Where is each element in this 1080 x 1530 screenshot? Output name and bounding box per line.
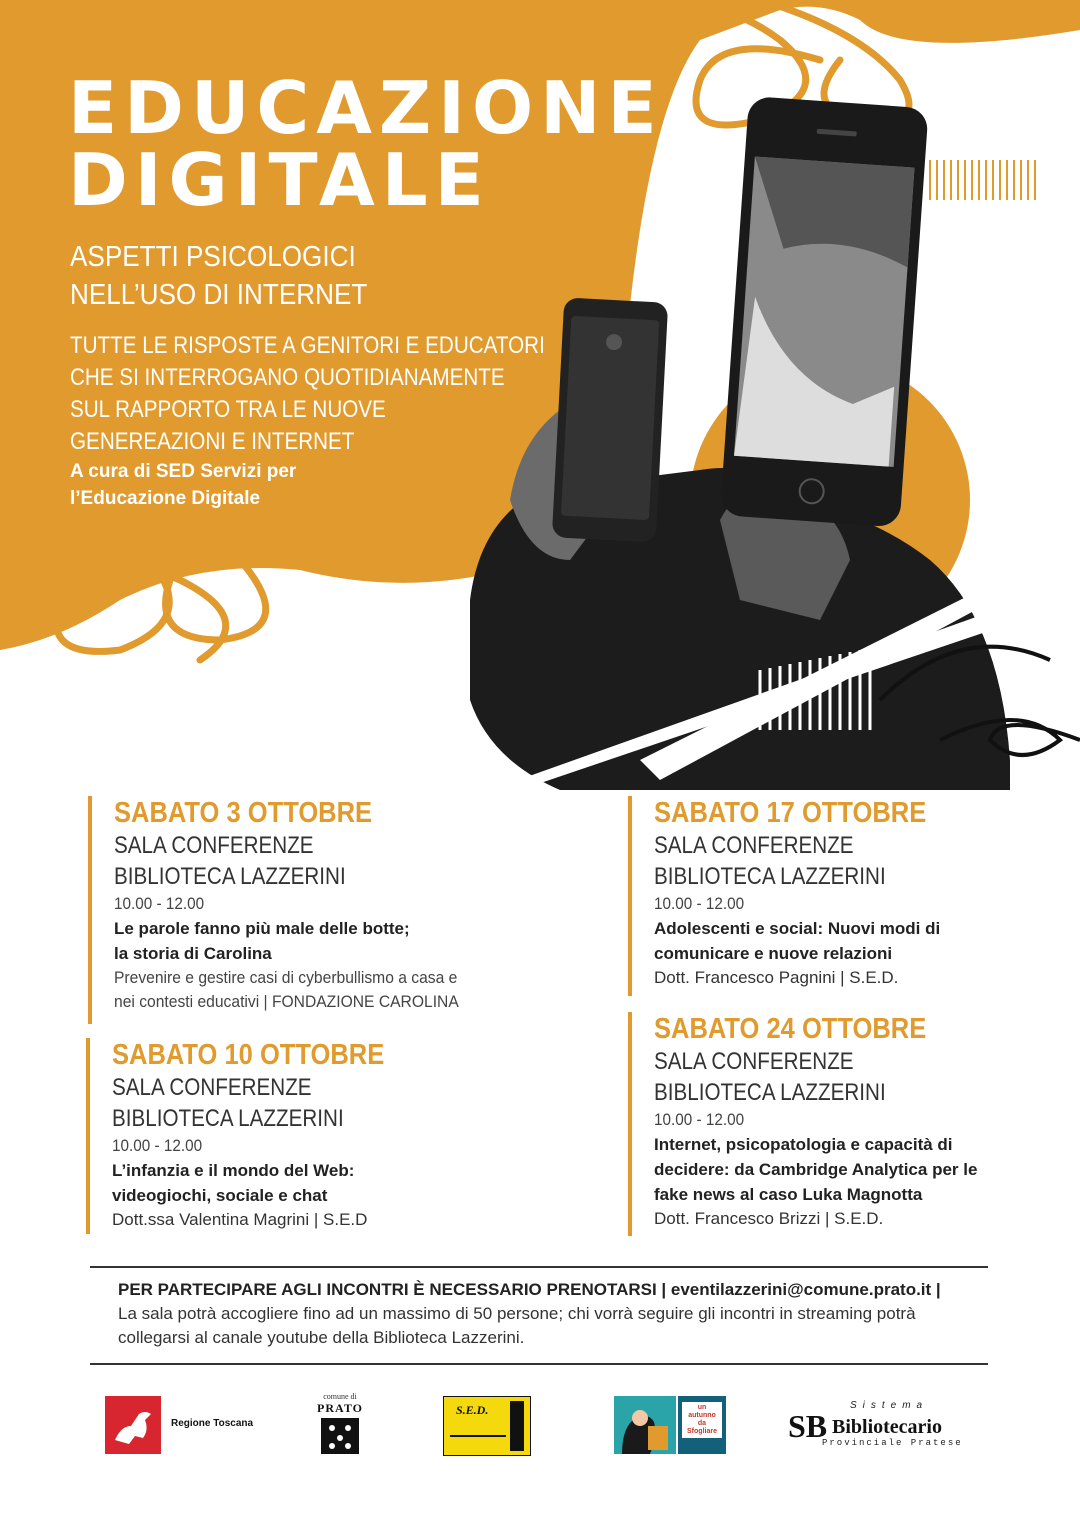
regione-label: Regione Toscana bbox=[171, 1418, 254, 1429]
logo-comune-prato bbox=[312, 1392, 368, 1456]
event-venue-line-2: BIBLIOTECA LAZZERINI bbox=[654, 863, 886, 890]
event-time: 10.00 - 12.00 bbox=[112, 1136, 203, 1155]
event-desc-line-1: Prevenire e gestire casi di cyberbullismo a casa e bbox=[114, 968, 458, 987]
event-topic-line-3: fake news al caso Luka Magnotta bbox=[654, 1185, 923, 1204]
booking-info bbox=[118, 1278, 988, 1350]
sistema-top-label: Sistema bbox=[850, 1400, 929, 1411]
logo-autunno bbox=[614, 1396, 726, 1454]
logo-sed bbox=[443, 1396, 531, 1456]
event-topic-line-2: decidere: da Cambridge Analytica per le bbox=[654, 1160, 978, 1179]
event-speaker: Dott.ssa Valentina Magrini | S.E.D bbox=[112, 1210, 368, 1229]
booking-note: La sala potrà accogliere fino ad un massimo di 50 persone; chi vorrà seguire gli incontri in streaming potrà collegarsi al canale youtube della Biblioteca Lazzerini. bbox=[118, 1304, 916, 1347]
sed-bar-icon bbox=[510, 1401, 524, 1451]
event-speaker: Dott. Francesco Brizzi | S.E.D. bbox=[654, 1209, 884, 1228]
event-card bbox=[628, 796, 963, 996]
divider bbox=[90, 1266, 988, 1268]
autunno-line-2: da Sfogliare bbox=[687, 1420, 717, 1435]
intro-text: TUTTE LE RISPOSTE A GENITORI E EDUCATORI CHE SI INTERROGANO QUOTIDIANAMENTE SUL RAPPORTO TRA LE NUOVE GENEREAZIONI E INTERNET bbox=[70, 332, 545, 455]
divider bbox=[90, 1363, 988, 1365]
logo-regione-toscana bbox=[105, 1396, 265, 1454]
curator-text bbox=[70, 458, 296, 512]
curator-line-2: l’Educazione Digitale bbox=[70, 488, 261, 509]
event-card bbox=[88, 796, 489, 1024]
event-topic-line-1: Adolescenti e social: Nuovi modi di bbox=[654, 919, 941, 938]
event-date: SABATO 24 OTTOBRE bbox=[654, 1013, 927, 1045]
page-title bbox=[68, 66, 664, 222]
sed-underline bbox=[450, 1435, 506, 1437]
event-card bbox=[86, 1038, 421, 1234]
event-topic-line-2: videogiochi, sociale e chat bbox=[112, 1186, 328, 1205]
event-venue-line-1: SALA CONFERENZE bbox=[654, 1048, 854, 1075]
curator-line-1: A cura di SED Servizi per bbox=[70, 461, 297, 482]
pegasus-icon bbox=[105, 1396, 161, 1454]
sistema-bottom-label: Provinciale Pratese bbox=[822, 1438, 963, 1448]
event-topic-line-1: Internet, psicopatologia e capacità di bbox=[654, 1135, 953, 1154]
stripe-pattern-top bbox=[930, 160, 1035, 200]
autunno-badge bbox=[682, 1402, 722, 1438]
event-venue-line-2: BIBLIOTECA LAZZERINI bbox=[112, 1105, 344, 1132]
autunno-panel bbox=[678, 1396, 726, 1454]
event-venue-line-1: SALA CONFERENZE bbox=[114, 832, 314, 859]
event-date: SABATO 17 OTTOBRE bbox=[654, 797, 927, 829]
event-speaker: Dott. Francesco Pagnini | S.E.D. bbox=[654, 968, 899, 987]
event-time: 10.00 - 12.00 bbox=[654, 1110, 745, 1129]
title-line-2: DIGITALE bbox=[68, 138, 491, 222]
event-topic-line-1: L’infanzia e il mondo del Web: bbox=[112, 1161, 355, 1180]
sistema-main-label: Bibliotecario bbox=[832, 1416, 942, 1438]
event-venue-line-1: SALA CONFERENZE bbox=[654, 832, 854, 859]
event-card bbox=[628, 1012, 977, 1236]
sb-monogram-icon: SB bbox=[788, 1408, 828, 1444]
reader-illustration-icon bbox=[614, 1396, 676, 1454]
prato-name: PRATO bbox=[317, 1401, 363, 1415]
event-topic-line-2: la storia di Carolina bbox=[114, 944, 272, 963]
subtitle-line-2: NELL’USO DI INTERNET bbox=[70, 279, 368, 311]
event-topic-line-1: Le parole fanno più male delle botte; bbox=[114, 919, 410, 938]
event-venue-line-2: BIBLIOTECA LAZZERINI bbox=[654, 1079, 886, 1106]
event-venue-line-2: BIBLIOTECA LAZZERINI bbox=[114, 863, 346, 890]
prato-small-label: comune di bbox=[323, 1392, 357, 1401]
large-phone bbox=[720, 96, 929, 528]
small-phone bbox=[552, 297, 668, 542]
booking-headline: PER PARTECIPARE AGLI INCONTRI È NECESSARIO PRENOTARSI | eventilazzerini@comune.prato.it | bbox=[118, 1280, 941, 1299]
event-date: SABATO 3 OTTOBRE bbox=[114, 797, 373, 829]
event-time: 10.00 - 12.00 bbox=[114, 894, 205, 913]
event-venue-line-1: SALA CONFERENZE bbox=[112, 1074, 312, 1101]
subtitle-line-1: ASPETTI PSICOLOGICI bbox=[70, 241, 356, 273]
autunno-line-1: un autunno bbox=[688, 1404, 716, 1419]
subtitle bbox=[70, 238, 367, 314]
event-time: 10.00 - 12.00 bbox=[654, 894, 745, 913]
lily-shield-icon bbox=[321, 1418, 359, 1454]
event-desc-line-2: nei contesti educativi | FONDAZIONE CAROLINA bbox=[114, 992, 459, 1011]
event-topic-line-2: comunicare e nuove relazioni bbox=[654, 944, 893, 963]
event-date: SABATO 10 OTTOBRE bbox=[112, 1039, 385, 1071]
title-line-1: EDUCAZIONE bbox=[68, 66, 664, 150]
sed-label: S.E.D. bbox=[456, 1403, 489, 1417]
logo-sistema-bibliotecario bbox=[788, 1400, 968, 1450]
